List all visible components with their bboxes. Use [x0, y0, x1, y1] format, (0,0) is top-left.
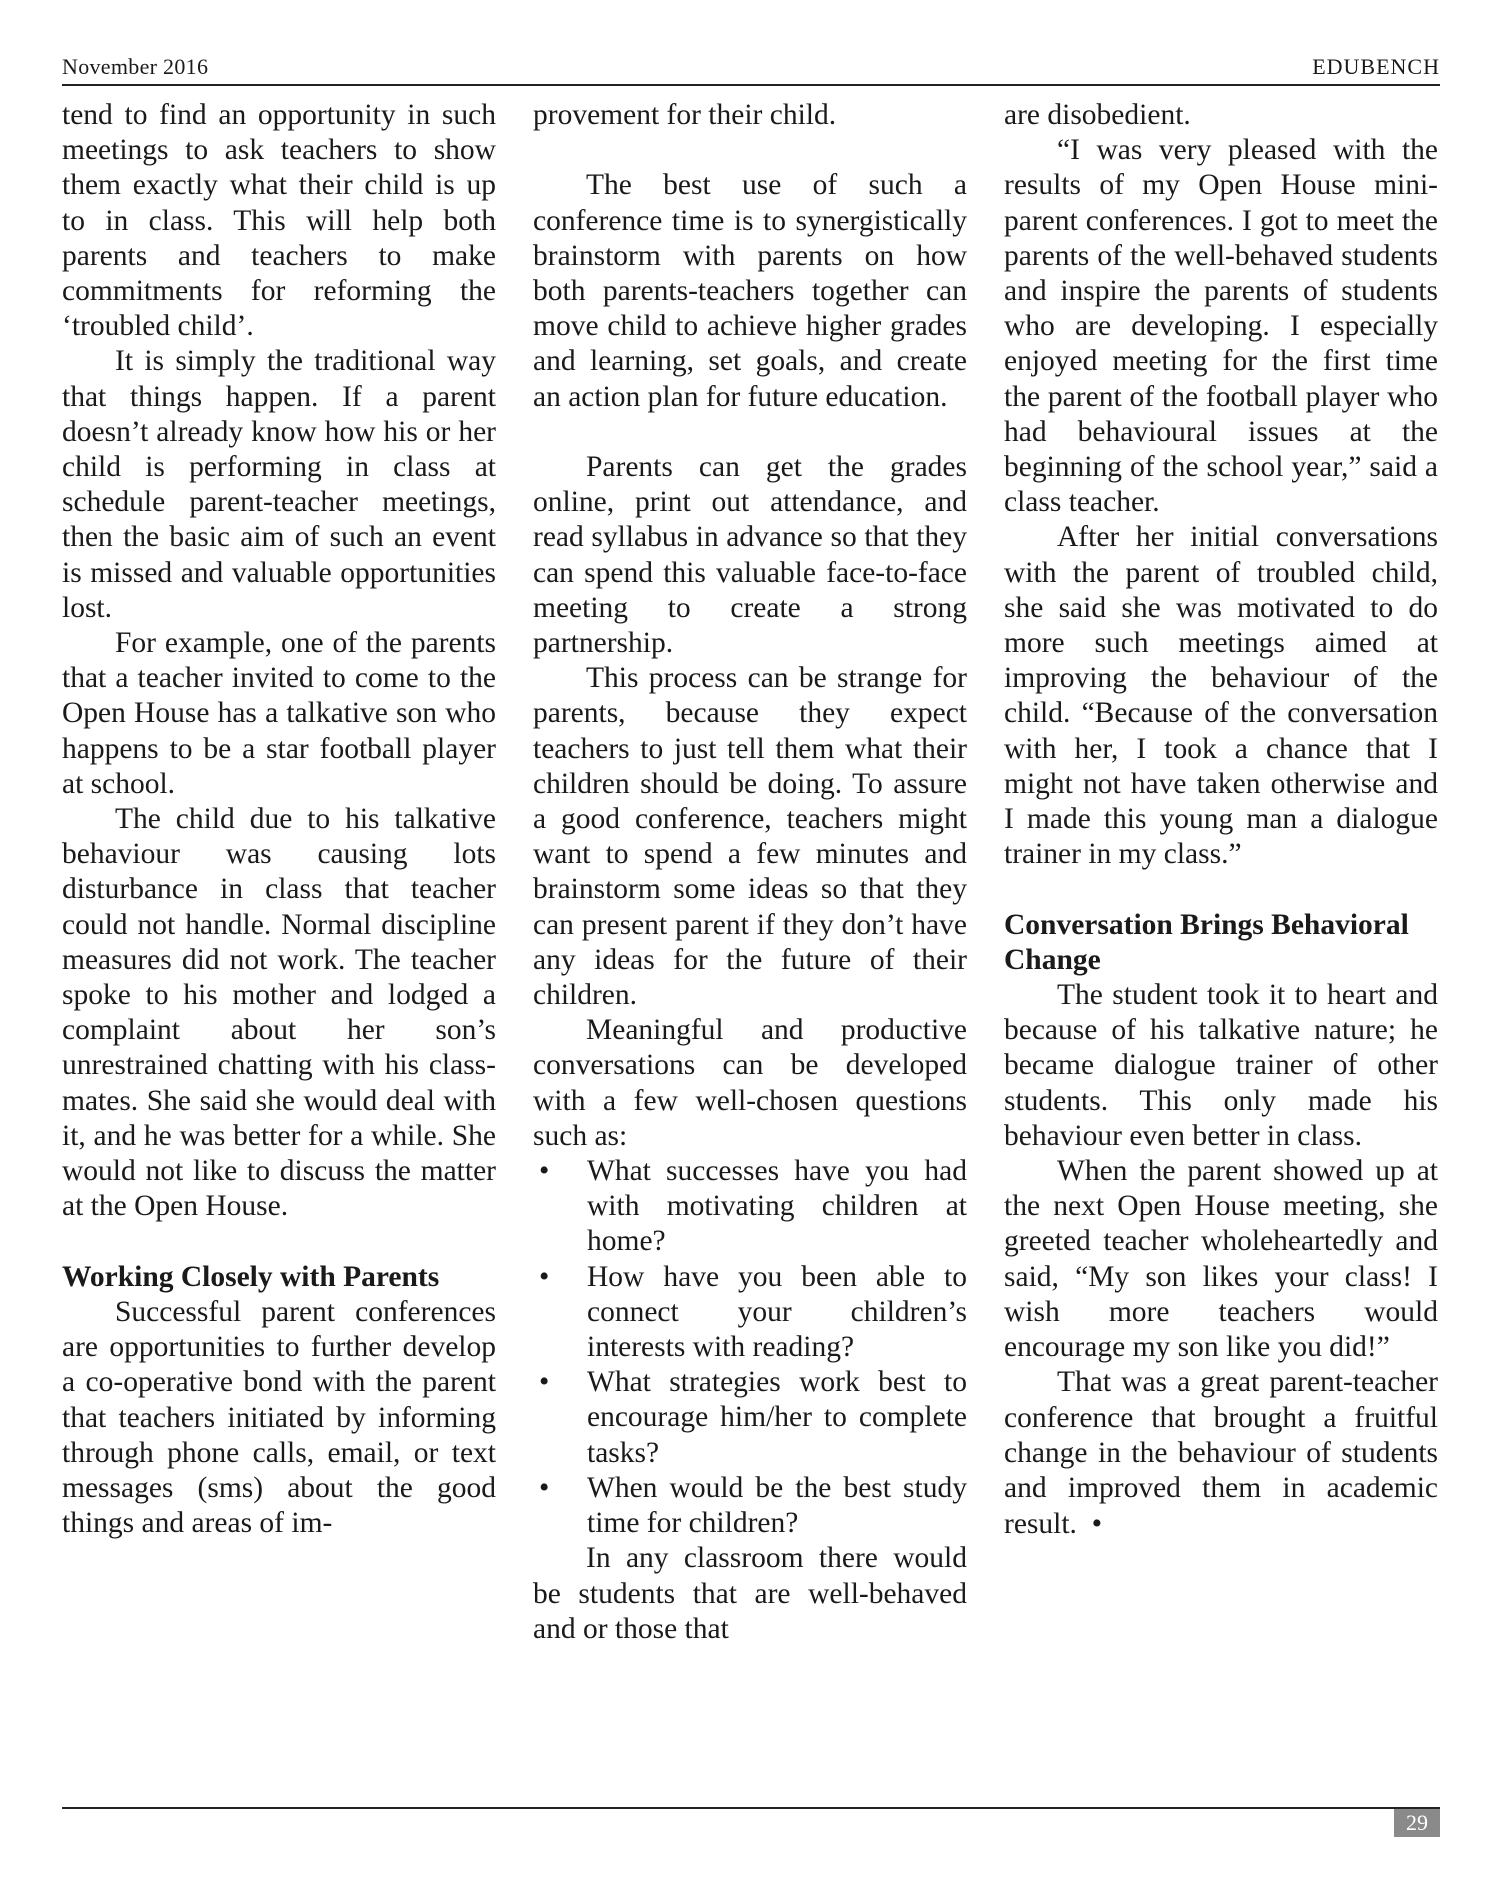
paragraph: tend to find an opportunity in such meetings to ask teachers to show them exactly what their child is up to in class. This will help both parents and teachers to make commitments for reforming the ‘troubled child’.	[62, 99, 496, 343]
publication-name: EDUBENCH	[1312, 54, 1440, 79]
spacer	[62, 1225, 496, 1260]
bullet-icon: •	[539, 1366, 550, 1399]
paragraph: Parents can get the grades online, print out attendance, and read syllabus in advance so that they can spend this valuable face-to-face meeting to create a strong partnership.	[533, 451, 967, 660]
section-heading: Working Closely with Parents	[62, 1260, 440, 1293]
column-1	[62, 98, 496, 1541]
paragraph: Meaningful and productive conversations can be developed with a few well-chosen questions such as:	[533, 1014, 967, 1152]
list-item	[533, 1471, 967, 1541]
bullet-icon: •	[539, 1155, 550, 1188]
paragraph: Successful parent conferences are opportunities to further develop a co-operative bond with the parent that teachers initiated by informing through phone calls, email, or text messages (sms) about the good things and areas of im-	[62, 1295, 496, 1540]
paragraph: “I was very pleased with the results of my Open House mini-parent conferences. I got to meet the parents of the well-behaved students and inspire the parents of students who are developing. I especially enjoyed meeting for the first time the parent of the football player who had behavioural issues at the beginning of the school year,” said a class teacher.	[1004, 134, 1438, 519]
paragraph-text: That was a great parent-teacher conference that brought a fruitful change in the behaviour of students and improved them in academic result.	[1004, 1366, 1438, 1541]
spacer	[533, 133, 967, 168]
page-number: 29	[1394, 1809, 1440, 1837]
list-item-text: How have you been able to connect your children’s interests with reading?	[587, 1260, 967, 1364]
spacer	[533, 415, 967, 450]
paragraph: It is simply the traditional way that things happen. If a parent doesn’t already know how his or her child is performing in class at schedule parent-teacher meetings, then the basic aim of such an event is missed and valuable opportunities lost.	[62, 345, 496, 624]
paragraph: After her initial conversations with the parent of troubled child, she said she was motivated to do more such meetings aimed at improving the behaviour of the child. “Because of the conversation with her, I took a chance that I might not have taken otherwise and I made this young man a dialogue trainer in my class.”	[1004, 521, 1438, 871]
spacer	[1004, 872, 1438, 907]
list-item	[533, 1154, 967, 1260]
list-item	[533, 1365, 967, 1471]
paragraph: In any classroom there would be students that are well-behaved and or those that	[533, 1542, 967, 1645]
paragraph: provement for their child.	[533, 99, 837, 131]
footer-divider	[62, 1807, 1440, 1809]
paragraph: The best use of such a conference time is to synergistically brainstorm with parents on how both parents-teachers together can move child to achieve higher grades and learning, set goals, and create an action plan for future education.	[533, 169, 967, 413]
column-3	[1004, 98, 1438, 1542]
question-list	[533, 1154, 967, 1541]
list-item-text: What strategies work best to encourage him/her to complete tasks?	[587, 1366, 967, 1469]
paragraph: The child due to his talkative behaviour was causing lots disturbance in class that teacher could not handle. Normal discipline measures did not work. The teacher spoke to his mother and lodged a complaint about her son’s unrestrained chatting with his class-mates. She said she would deal with it, and he was better for a while. She would not like to discuss the matter at the Open House.	[62, 803, 496, 1223]
column-2	[533, 98, 967, 1647]
bullet-icon: •	[539, 1471, 550, 1504]
paragraph: For example, one of the parents that a teacher invited to come to the Open House has a talkative son who happens to be a star football player at school.	[62, 627, 496, 800]
paragraph: The student took it to heart and because of his talkative nature; he became dialogue trainer of other students. This only made his behaviour even better in class.	[1004, 979, 1438, 1152]
paragraph: When the parent showed up at the next Open House meeting, she greeted teacher wholeheartedly and said, “My son likes your class! I wish more teachers would encourage my son like you did!”	[1004, 1155, 1438, 1364]
issue-date: November 2016	[62, 54, 209, 79]
bullet-icon: •	[539, 1260, 550, 1293]
paragraph: are disobedient.	[1004, 99, 1191, 131]
section-heading: Conversation Brings Behavioral Change	[1004, 908, 1409, 976]
list-item-text: When would be the best study time for children?	[587, 1471, 967, 1540]
page-header	[62, 50, 1440, 86]
paragraph: This process can be strange for parents, because they expect teachers to just tell them what their children should be doing. To assure a good conference, teachers might want to spend a few minutes and brainstorm some ideas so that they can present parent if they don’t have any ideas for the future of their children.	[533, 662, 967, 1012]
final-paragraph	[1004, 1365, 1438, 1542]
list-item	[533, 1260, 967, 1366]
list-item-text: What successes have you had with motivating children at home?	[587, 1155, 967, 1258]
end-mark-icon: •	[1091, 1507, 1103, 1541]
